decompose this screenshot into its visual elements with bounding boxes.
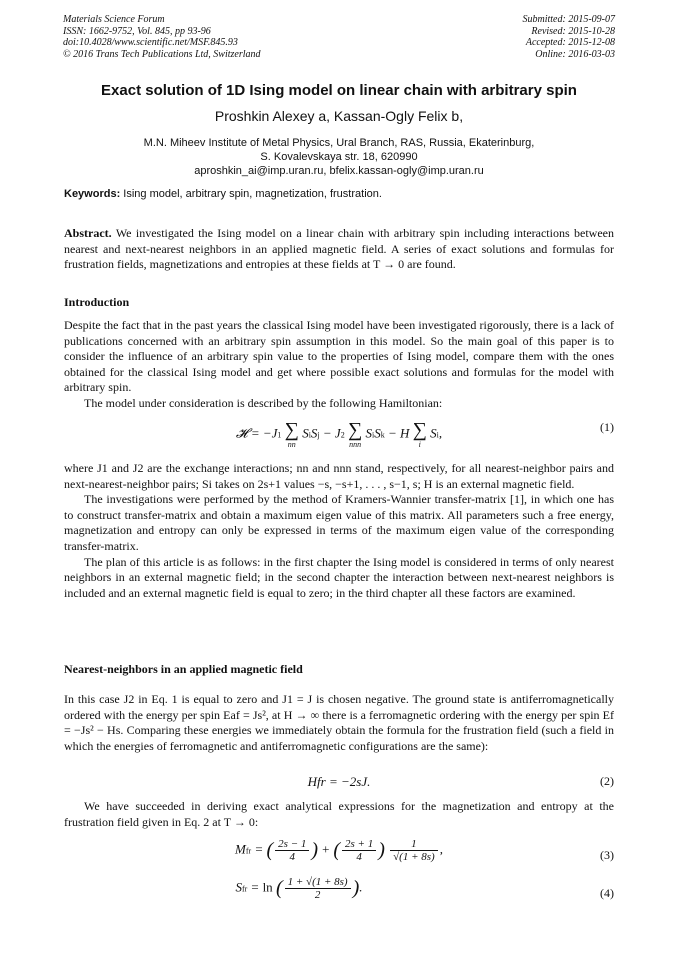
intro-p1: Despite the fact that in the past years the classical Ising model have been investigated rigorously, there is a lack of publications concerned with an arbitrary spin assumption in this model. So the main goal of this paper is to consider the influence of an arbitrary spin value to the properties of Ising model, compare them with the ones obtained for the classical Ising model and get where possible exact solutions and formulas for the model with arbitrary spin. — [64, 318, 614, 395]
intro-p2: The model under consideration is described by the following Hamiltonian: — [84, 395, 443, 410]
nn-p2: We have succeeded in deriving exact analytical expressions for the magnetization and entropy at the frustration field given in Eq. 2 at T → 0: — [64, 799, 614, 829]
abstract-text: We investigated the Ising model on a linear chain with arbitrary spin including interactions between nearest and next-nearest neighbors in an applied magnetic field. A series of exact solutions and formulas for frustration fields, magnetizations and entropies at these fields at T → 0 are found. — [64, 226, 614, 272]
intro-paragraph — [64, 318, 614, 412]
journal-name: Materials Science Forum — [63, 14, 165, 25]
journal-copyright: © 2016 Trans Tech Publications Ltd, Switzerland — [63, 48, 261, 60]
keywords — [64, 188, 382, 200]
equation-1-number: (1) — [600, 420, 614, 434]
journal-issn: ISSN: 1662-9752, Vol. 845, pp 93-96 — [63, 25, 211, 37]
intro-p4: The investigations were performed by the method of Kramers-Wannier transfer-matrix [1], in which one has to construct transfer-matrix and obtain a maximum eigen value of this matrix. All parameters such a free energy, magnetization and entropy can only be expressed in terms of the maximum eigen value of the corresponding transfer-matrix. — [64, 492, 614, 553]
affiliation-line: S. Kovalevskaya str. 18, 620990 — [260, 151, 418, 163]
nn-p1: In this case J2 in Eq. 1 is equal to zero and J1 = J is chosen negative. The ground state is antiferromagnetically ordered with the energy per spin Eaf = Js², at H → ∞ there is a ferromagnetic ordering with the energy per spin Ef = −Js² − Hs. Comparing these energies we immediately obtain the formula for the frustration field (such a field in which the energies of ferromagnetic and antiferromagnetic configurations are the same): — [64, 692, 614, 753]
keywords-label: Keywords: — [64, 188, 121, 200]
affiliation-line: M.N. Miheev Institute of Metal Physics, Ural Branch, RAS, Russia, Ekaterinburg, — [143, 137, 535, 149]
submission-dates — [523, 14, 616, 60]
equation-4-number: (4) — [600, 886, 614, 900]
abstract-label: Abstract. — [64, 226, 112, 240]
equation-1: 𝓗 = −J1 ∑ nn SiSj − J2 ∑ nnn SiSk − H ∑ i Si, (1) — [235, 419, 614, 449]
intro-p5: The plan of this article is as follows: in the first chapter the Ising model is considered in terms of only nearest neighbors in an external magnetic field; in the second chapter the interaction between next-nearest neighbors is included and an external magnetic field is equal to zero; in the third chapter all these factors are examined. — [64, 554, 614, 600]
paper-title: Exact solution of 1D Ising model on linear chain with arbitrary spin — [101, 82, 577, 99]
keywords-text: Ising model, arbitrary spin, magnetization, frustration. — [120, 188, 382, 200]
intro-p3: where J1 and J2 are the exchange interactions; nn and nnn stand, respectively, for all nearest-neighbor pairs and next-nearest-neighbor pairs; Si takes on 2s+1 values −s, −s+1, . . . , s−1, s; H is an external magnetic field. — [64, 461, 614, 491]
abstract — [64, 226, 614, 273]
intro-paragraph-continued — [64, 461, 614, 601]
section-heading-nearest-neighbors: Nearest-neighbors in an applied magnetic field — [64, 662, 303, 676]
paper-authors: Proshkin Alexey a, Kassan-Ogly Felix b, — [214, 108, 464, 124]
equation-2-number: (2) — [600, 774, 614, 788]
nn-paragraph-2 — [64, 799, 614, 830]
equation-4: Sfr = ln ( $\frac{1 + √(1 + 8s)}{2}$ ). (4) — [235, 876, 614, 901]
date-revised: Revised: 2015-10-28 — [531, 25, 615, 37]
equation-3-number: (3) — [600, 848, 614, 862]
equation-2-body: Hfr = −2sJ. — [307, 774, 371, 789]
section-heading-introduction: Introduction — [64, 295, 130, 309]
date-submitted: Submitted: 2015-09-07 — [522, 14, 615, 25]
nn-paragraph — [64, 692, 614, 754]
affiliation — [0, 136, 678, 178]
journal-doi: doi:10.4028/www.scientific.net/MSF.845.93 — [63, 37, 238, 48]
author-emails: aproshkin_ai@imp.uran.ru, bfelix.kassan-ogly@imp.uran.ru — [194, 165, 484, 177]
date-online: Online: 2016-03-03 — [535, 48, 615, 60]
journal-info — [63, 14, 261, 60]
date-accepted: Accepted: 2015-12-08 — [525, 37, 615, 48]
equation-3: Mfr = ( $\frac{2s - 1}{4}$ ) + ( $\frac{2s + 1}{4}$ ) $\frac{1}{√(1 + 8s)}$ , (3) — [235, 838, 614, 863]
